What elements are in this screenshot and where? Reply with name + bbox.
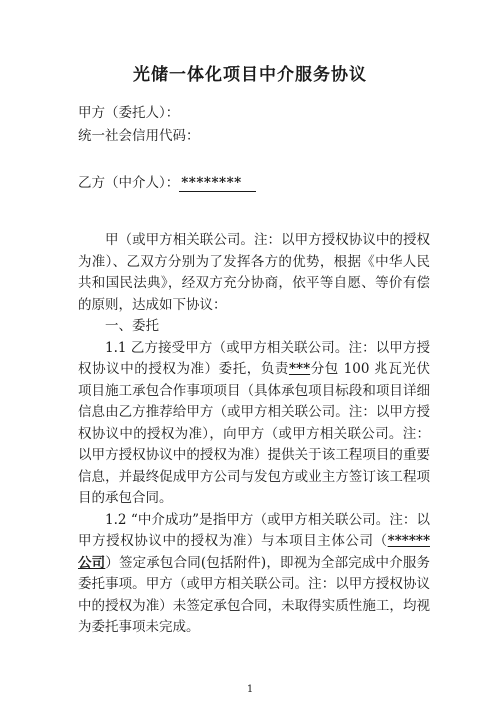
- document-title: 光储一体化项目中介服务协议: [133, 65, 367, 85]
- agreement-body: [78, 230, 430, 639]
- party-a-label: 甲方（委托人）：: [78, 105, 180, 121]
- clause-1-2: [78, 510, 430, 639]
- section-heading-commission: 一、委托: [105, 318, 159, 334]
- party-b-label: 乙方（中介人）：: [78, 175, 180, 191]
- party-b-value: ********: [179, 175, 255, 192]
- clause-1-1-mask: ***: [288, 361, 311, 377]
- party-b-line: [78, 171, 256, 192]
- clause-1-1: [78, 338, 430, 510]
- clause-1-2-text-b: ）签定承包合同(包括附件)，即视为全部完成中介服务委托事项。甲方（或甲方相关联公司。注：以甲方授权协议中的授权为准）未签定承包合同，未取得实质性施工，均视为委托事项未完成。: [78, 554, 430, 635]
- credit-code-label: 统一社会信用代码：: [78, 128, 200, 144]
- clause-1-2-company: ******公司: [78, 533, 430, 571]
- preamble-paragraph: 甲（或甲方相关联公司。注：以甲方授权协议中的授权为准）、乙双方分别为了发挥各方的优势，根据《中华人民共和国民法典》，经双方充分协商，依平等自愿、等价有偿的原则，达成如下协议：: [78, 232, 430, 313]
- page-number: 1: [246, 684, 254, 695]
- clause-1-1-text-b: 分包 100 兆瓦光伏项目施工承包合作事项项目（具体承包项目标段和项目详细信息由乙方推荐给甲方（或甲方相关联公司。注：以甲方授权协议中的授权为准），向甲方（或甲方相关联公司。注：以甲方授权协议中的授权为准）提供关于该工程项目的重要信息，并最终促成甲方公司与发包方或业主方签订该工程项目的承包合同。: [78, 361, 430, 506]
- clause-1-1-text-a: 1.1 乙方接受甲方（或甲方相关联公司。注：以甲方授权协议中的授权为准）委托，负责: [78, 339, 430, 377]
- clause-1-2-text-a: 1.2 “中介成功”是指甲方（或甲方相关联公司。注：以甲方授权协议中的授权为准）与本项目主体公司（: [78, 511, 430, 549]
